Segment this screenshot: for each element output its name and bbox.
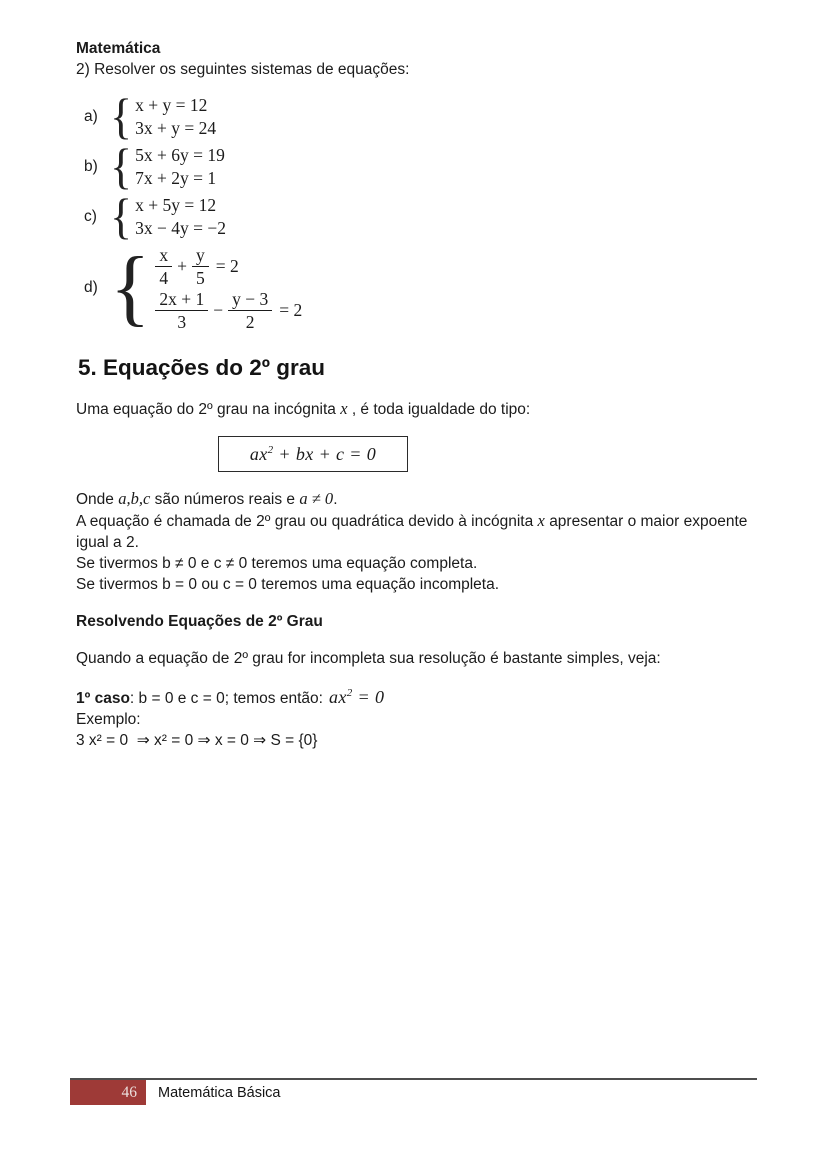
- section-title: 5. Equações do 2º grau: [78, 355, 326, 380]
- equation-line-fraction: [155, 288, 302, 332]
- body-text: A equação é chamada de 2º grau ou quadrática devido à incógnita: [76, 513, 534, 530]
- book-title: Matemática Básica: [158, 1084, 281, 1101]
- fraction: [155, 245, 172, 288]
- lead-text: , é toda igualdade do tipo:: [347, 401, 531, 418]
- fraction-numerator: 2x + 1: [155, 289, 208, 311]
- equation-rhs: = 2: [215, 255, 239, 276]
- left-brace-icon: {: [110, 138, 133, 194]
- system-a: [84, 88, 768, 144]
- formula-text: = 0: [352, 687, 385, 707]
- system-a-label: a): [84, 108, 98, 125]
- paragraph-complete: Se tivermos b ≠ 0 e c ≠ 0 teremos uma equação completa.: [76, 555, 478, 572]
- fraction: [228, 289, 272, 332]
- equation-line: 3x − 4y = −2: [135, 218, 226, 238]
- case1-line: [76, 687, 768, 709]
- formula-text: + bx + c = 0: [273, 443, 377, 464]
- fraction-denominator: 2: [245, 311, 255, 332]
- page-footer: [0, 1078, 828, 1120]
- formula-exponent: 2: [346, 687, 353, 699]
- body-text: são números reais e: [154, 491, 296, 508]
- quadratic-formula: [250, 444, 376, 465]
- exercise-prompt: 2) Resolver os seguintes sistemas de equações:: [76, 61, 410, 78]
- fraction-denominator: 5: [195, 267, 205, 288]
- operator: −: [213, 299, 224, 320]
- equation-line: 3x + y = 24: [135, 118, 217, 138]
- body-text: apresentar o maior expoente igual a 2.: [76, 513, 748, 551]
- formula-text: ax: [328, 687, 347, 707]
- body-text: .: [333, 491, 338, 508]
- course-title: Matemática: [76, 40, 161, 57]
- operator: +: [177, 255, 187, 276]
- section-lead: [76, 398, 768, 420]
- system-d: [84, 240, 768, 335]
- example-line: 3 x² = 0 ⇒ x² = 0 ⇒ x = 0 ⇒ S = {0}: [76, 732, 318, 749]
- fraction-numerator: y − 3: [228, 289, 272, 311]
- case1-text: : b = 0 e c = 0; temos então:: [129, 690, 323, 707]
- left-brace-icon: {: [110, 240, 151, 335]
- system-c-equations: [135, 194, 226, 240]
- equation-line-fraction: [155, 244, 302, 288]
- formula-text: ax: [249, 443, 268, 464]
- system-d-label: d): [84, 279, 98, 296]
- paragraph-definition: [76, 510, 768, 553]
- page-number: 46: [121, 1083, 137, 1101]
- system-c-label: c): [84, 208, 97, 225]
- case1-label: 1º caso: [76, 690, 130, 707]
- formula-exponent: 2: [267, 443, 274, 456]
- left-brace-icon: {: [110, 88, 133, 144]
- math-condition: a ≠ 0: [299, 489, 334, 508]
- system-b-equations: [135, 144, 225, 190]
- example-label: Exemplo:: [76, 711, 141, 728]
- math-variable: x: [340, 399, 348, 418]
- fraction: [192, 245, 209, 288]
- system-d-equations: [155, 244, 302, 332]
- solving-intro: Quando a equação de 2º grau for incompleta sua resolução é bastante simples, veja:: [76, 650, 661, 667]
- equation-line: 5x + 6y = 19: [135, 145, 225, 165]
- fraction: [155, 289, 208, 332]
- system-c: [84, 188, 768, 244]
- body-text: Onde: [76, 491, 114, 508]
- math-variable: x: [537, 511, 545, 530]
- formula-box: [218, 436, 408, 472]
- equation-line: x + 5y = 12: [135, 195, 217, 215]
- case1-formula: [329, 687, 384, 707]
- solving-heading: Resolvendo Equações de 2º Grau: [76, 613, 323, 630]
- math-variables: a,b,c: [118, 489, 151, 508]
- equation-rhs: = 2: [279, 299, 303, 320]
- system-b-label: b): [84, 158, 98, 175]
- system-a-equations: [135, 94, 216, 140]
- fraction-numerator: y: [192, 245, 209, 267]
- equation-line: 7x + 2y = 1: [135, 168, 217, 188]
- fraction-denominator: 3: [177, 311, 187, 332]
- fraction-denominator: 4: [159, 267, 169, 288]
- fraction-numerator: x: [155, 245, 172, 267]
- lead-text: Uma equação do 2º grau na incógnita: [76, 401, 336, 418]
- system-b: [84, 138, 768, 194]
- left-brace-icon: {: [110, 188, 133, 244]
- page-number-box: [70, 1080, 146, 1105]
- paragraph-incomplete: Se tivermos b = 0 ou c = 0 teremos uma equação incompleta.: [76, 576, 500, 593]
- equation-line: x + y = 12: [135, 95, 208, 115]
- paragraph-onde: [76, 488, 768, 510]
